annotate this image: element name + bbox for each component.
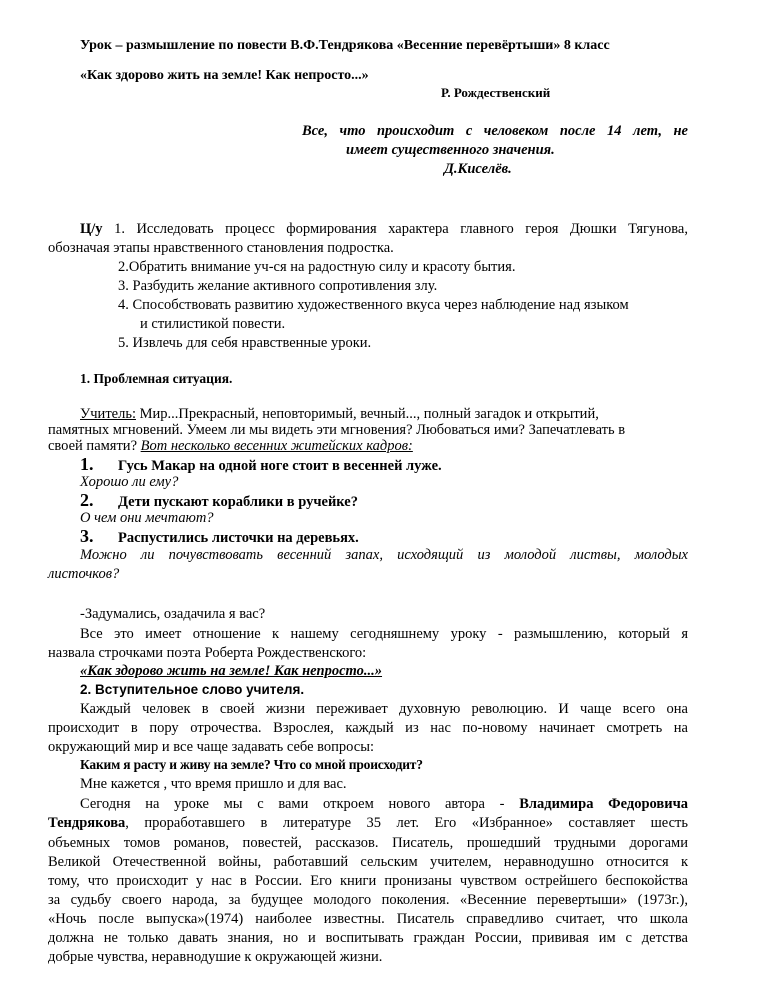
frame-1-question: Хорошо ли ему? bbox=[80, 474, 179, 490]
goal-1-line-1: Ц/у 1. Исследовать процесс формирования характера главного героя Дюшки Тягунова, bbox=[80, 221, 688, 237]
section-2-p3-line-2: Тендрякова, проработавшего в литературе 35 лет. Его «Избранное» составляет шесть bbox=[48, 815, 688, 831]
author-surname: Тендрякова bbox=[48, 815, 126, 831]
teacher-line-3: своей памяти? Вот несколько весенних житейских кадров: bbox=[48, 438, 413, 454]
self-question: Каким я расту и живу на земле? Что со мной происходит? bbox=[80, 757, 423, 772]
section-2-p3-line-8: должна не только давать знания, но и воспитывать граждан России, прививая им с детства bbox=[48, 930, 688, 946]
frame-2-question: О чем они мечтают? bbox=[80, 510, 214, 526]
lesson-quote: «Как здорово жить на земле! Как непросто...» bbox=[80, 663, 383, 679]
goal-5: 5. Извлечь для себя нравственные уроки. bbox=[118, 335, 372, 351]
lesson-intro-line-2: назвала строчками поэта Роберта Рождественского: bbox=[48, 645, 367, 661]
section-2-p3-line-5: тому, что происходит у нас в России. Его книги пронизаны чувством острейшего беспокойства bbox=[48, 873, 688, 889]
lesson-subtitle: «Как здорово жить на земле! Как непросто...» bbox=[80, 68, 369, 83]
section-2-p3-line-7: «Ночь после выпуска»(1974) наиболее известны. Писатель справедливо считает, что школа bbox=[48, 911, 688, 927]
section-2-p1-line-1: Каждый человек в своей жизни переживает духовную революцию. И чаще всего она bbox=[80, 701, 688, 717]
section-2-heading: 2. Вступительное слово учителя. bbox=[80, 682, 305, 697]
author-name: Владимира Федоровича bbox=[519, 796, 689, 812]
frame-2-title: 2. Дети пускают кораблики в ручейке? bbox=[80, 490, 358, 510]
goal-2: 2.Обратить внимание уч-ся на радостную силу и красоту бытия. bbox=[118, 259, 516, 275]
goal-1-line-2: обозначая этапы нравственного становления подростка. bbox=[48, 240, 394, 256]
section-2-p3-line-6: за судьбу своего народа, за будущее молодого поколения. «Весенние перевертыши» (1973г.), bbox=[48, 892, 688, 908]
section-2-p3-line-4: Великой Отечественной войны, работавший сельским учителем, неравнодушно относится к bbox=[48, 854, 688, 870]
teacher-line-2: памятных мгновений. Умеем ли мы видеть эти мгновения? Любоваться ими? Запечатлевать в bbox=[48, 422, 626, 438]
section-1-heading: 1. Проблемная ситуация. bbox=[80, 371, 233, 386]
goal-3: 3. Разбудить желание активного сопротивления злу. bbox=[118, 278, 438, 294]
section-2-p3-line-1: Сегодня на уроке мы с вами откроем нового автора - Владимира Федоровича bbox=[80, 796, 689, 812]
frame-1-title: 1. Гусь Макар на одной ноге стоит в весенней луже. bbox=[80, 454, 442, 474]
section-2-p3-line-9: добрые чувства, неравнодушие к окружающей жизни. bbox=[48, 949, 383, 965]
epigraph-poet: Р. Рождественский bbox=[441, 85, 551, 100]
frames-intro: Вот несколько весенних житейских кадров: bbox=[140, 438, 413, 454]
teacher-label: Учитель: bbox=[80, 406, 136, 422]
epigraph-line-2: имеет существенного значения. bbox=[346, 142, 555, 158]
puzzled-line: -Задумались, озадачила я вас? bbox=[80, 606, 266, 622]
teacher-line-1: Учитель: Мир...Прекрасный, неповторимый, вечный..., полный загадок и открытий, bbox=[80, 406, 599, 422]
frame-3-question-line-1: Можно ли почувствовать весенний запах, исходящий из молодой листвы, молодых bbox=[80, 547, 688, 563]
section-2-p1-line-2: происходит в пору отрочества. Взрослея, каждый из нас по-новому начинает смотреть на bbox=[48, 720, 688, 736]
epigraph-line-1: Все, что происходит с человеком после 14 лет, не bbox=[302, 123, 688, 139]
epigraph-author: Д.Киселёв. bbox=[444, 161, 512, 177]
section-2-p3-line-3: объемных томов романов, повестей, рассказов. Писатель, прошедший трудными дорогами bbox=[48, 835, 688, 851]
goals-label: Ц/у bbox=[80, 221, 103, 237]
lesson-intro-line-1: Все это имеет отношение к нашему сегодняшнему уроку - размышлению, который я bbox=[80, 626, 688, 642]
lesson-title: Урок – размышление по повести В.Ф.Тендрякова «Весенние перевёртыши» 8 класс bbox=[80, 38, 610, 53]
section-2-p1-line-3: окружающий мир и все чаще задавать себе вопросы: bbox=[48, 739, 374, 755]
frame-3-title: 3. Распустились листочки на деревьях. bbox=[80, 526, 359, 546]
goal-4-line-2: и стилистикой повести. bbox=[140, 316, 286, 332]
section-2-p2: Мне кажется , что время пришло и для вас. bbox=[80, 776, 347, 792]
goal-4-line-1: 4. Способствовать развитию художественного вкуса через наблюдение над языком bbox=[118, 297, 629, 313]
frame-3-question-line-2: листочков? bbox=[48, 566, 120, 582]
